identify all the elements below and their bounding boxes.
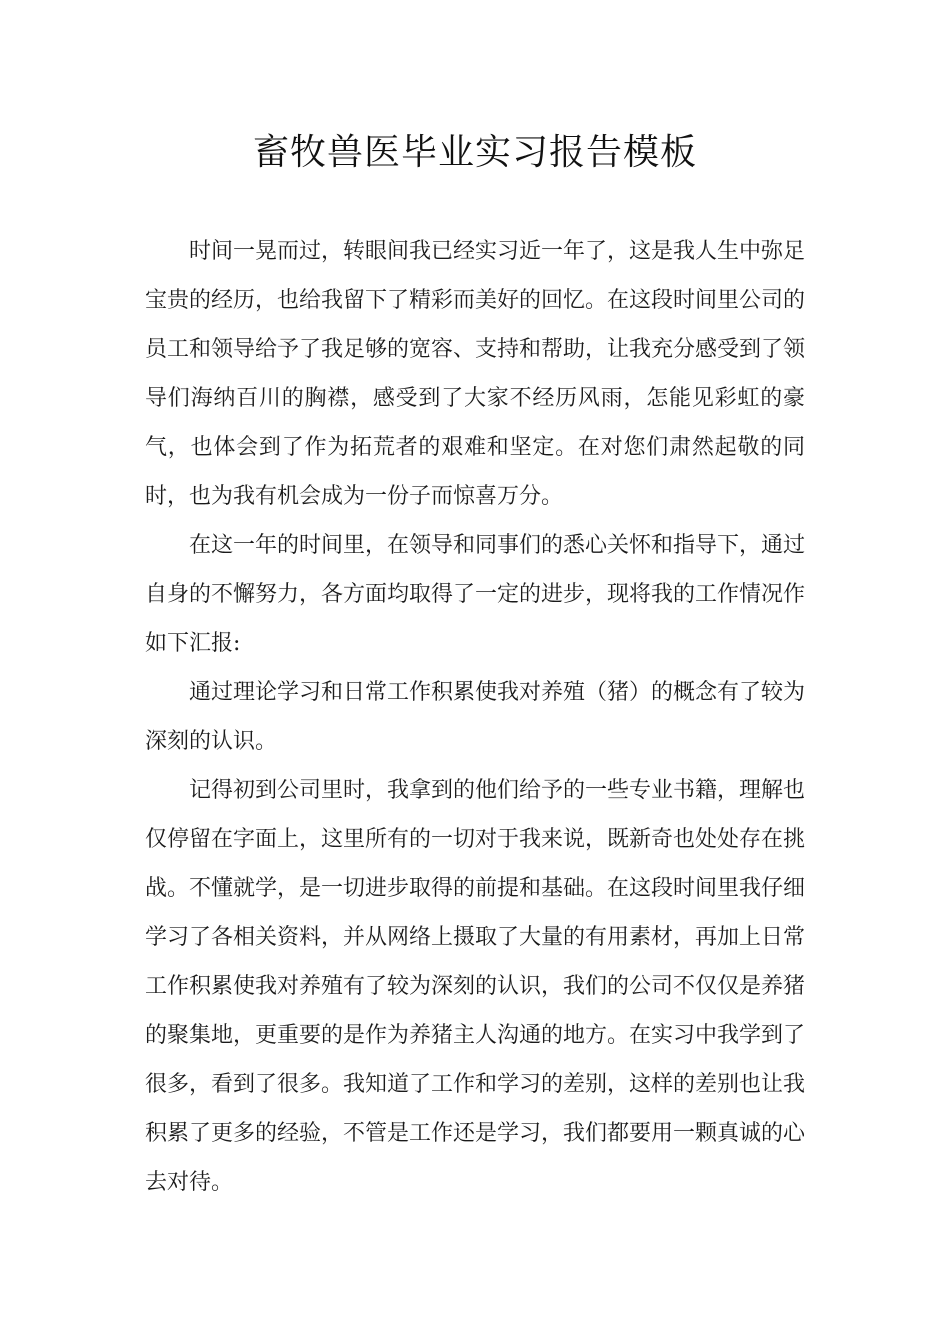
paragraph-4: 记得初到公司里时，我拿到的他们给予的一些专业书籍，理解也仅停留在字面上，这里所有的一切对于我来说，既新奇也处处存在挑战。不懂就学，是一切进步取得的前提和基础。在这段时间里我仔细学习了各相关资料，并从网络上摄取了大量的有用素材，再加上日常工作积累使我对养殖有了较为深刻的认识，我们的公司不仅仅是养猪的聚集地，更重要的是作为养猪主人沟通的地方。在实习中我学到了很多，看到了很多。我知道了工作和学习的差别，这样的差别也让我积累了更多的经验，不管是工作还是学习，我们都要用一颗真诚的心去对待。 <box>145 778 806 1195</box>
paragraph-3: 通过理论学习和日常工作积累使我对养殖（猪）的概念有了较为深刻的认识。 <box>145 680 806 754</box>
document-body <box>145 227 805 1207</box>
paragraph-2: 在这一年的时间里，在领导和同事们的悉心关怀和指导下，通过自身的不懈努力，各方面均取得了一定的进步，现将我的工作情况作如下汇报: <box>145 533 806 656</box>
document-title: 畜牧兽医毕业实习报告模板 <box>252 132 697 173</box>
paragraph-1: 时间一晃而过，转眼间我已经实习近一年了，这是我人生中弥足宝贵的经历，也给我留下了精彩而美好的回忆。在这段时间里公司的员工和领导给予了我足够的宽容、支持和帮助，让我充分感受到了领导们海纳百川的胸襟，感受到了大家不经历风雨，怎能见彩虹的豪气，也体会到了作为拓荒者的艰难和坚定。在对您们肃然起敬的同时，也为我有机会成为一份子而惊喜万分。 <box>145 239 806 509</box>
